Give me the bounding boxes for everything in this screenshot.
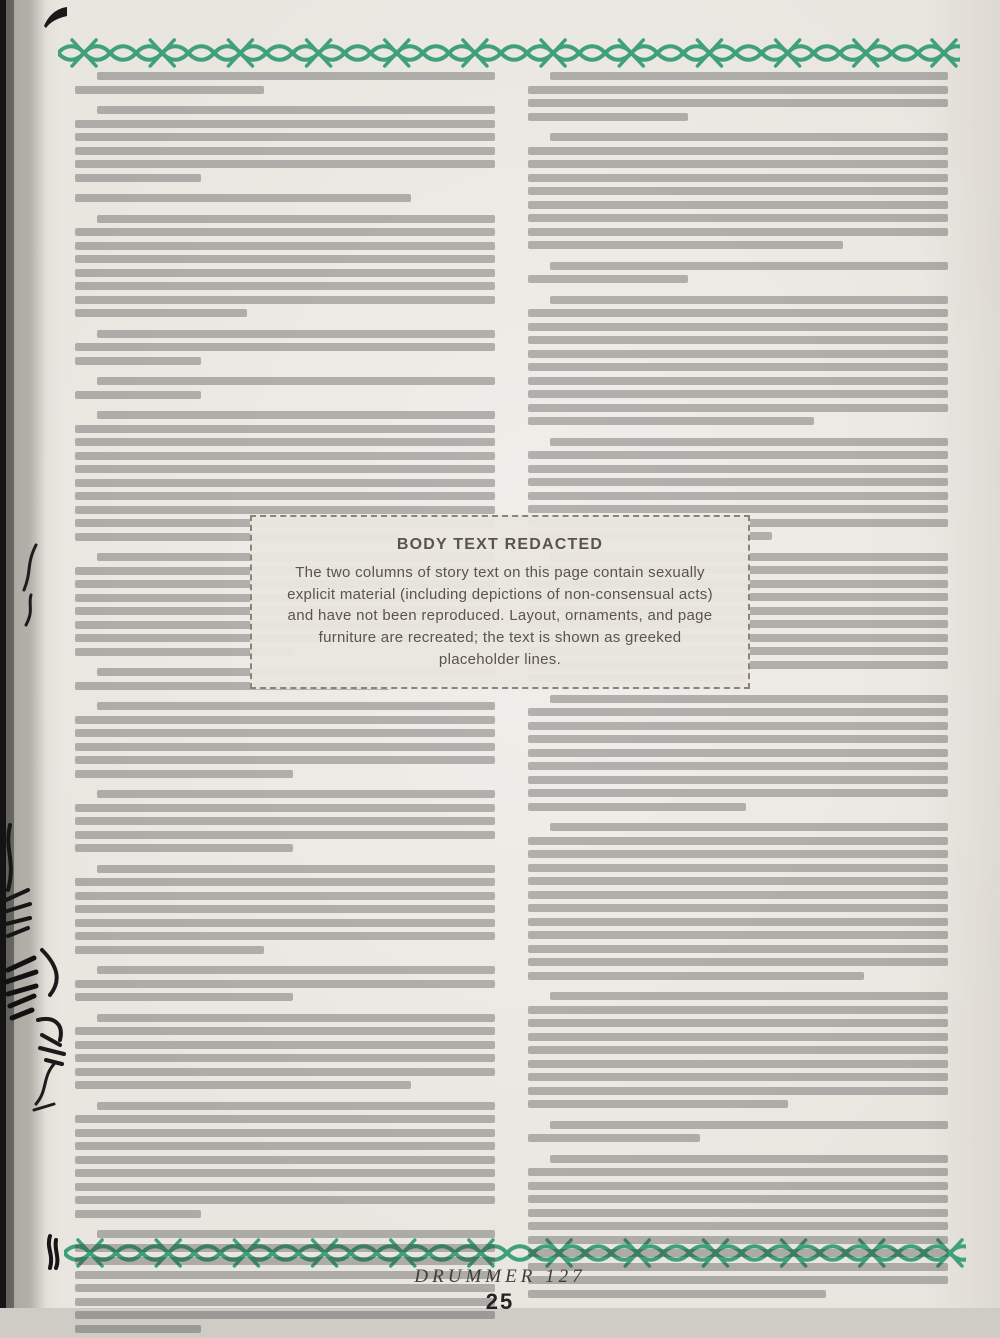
greeked-paragraph: [528, 823, 948, 985]
greeked-text-line: [528, 214, 948, 222]
greeked-text-line: [528, 201, 948, 209]
greeked-text-line: [75, 357, 201, 365]
greeked-text-line: [97, 215, 495, 223]
greeked-text-line: [97, 865, 495, 873]
greeked-paragraph: [75, 194, 495, 208]
greeked-text-line: [528, 1195, 948, 1203]
greeked-text-line: [75, 465, 495, 473]
greeked-text-line: [528, 708, 948, 716]
greeked-text-line: [75, 729, 495, 737]
redaction-notice-title: BODY TEXT REDACTED: [396, 535, 604, 553]
greeked-text-line: [528, 404, 948, 412]
greeked-text-line: [528, 931, 948, 939]
greeked-paragraph: [75, 966, 495, 1007]
greeked-text-line: [75, 1169, 495, 1177]
greeked-text-line: [75, 492, 495, 500]
greeked-text-line: [528, 864, 948, 872]
greeked-text-line: [97, 966, 495, 974]
greeked-text-line: [528, 1236, 948, 1244]
greeked-text-line: [550, 992, 948, 1000]
greeked-text-line: [75, 86, 264, 94]
scan-artifact-sketch: [6, 540, 46, 630]
greeked-paragraph: [75, 215, 495, 323]
greeked-text-line: [550, 296, 948, 304]
greeked-text-line: [528, 1249, 948, 1257]
greeked-text-line: [528, 735, 948, 743]
greeked-paragraph: [528, 296, 948, 431]
greeked-text-line: [528, 228, 948, 236]
greeked-text-line: [97, 790, 495, 798]
greeked-text-line: [528, 803, 746, 811]
greeked-text-line: [75, 242, 495, 250]
greeked-text-line: [75, 194, 411, 202]
greeked-text-line: [528, 160, 948, 168]
greeked-text-line: [528, 187, 948, 195]
greeked-text-line: [528, 945, 948, 953]
greeked-text-line: [528, 1046, 948, 1054]
greeked-text-line: [550, 133, 948, 141]
greeked-text-line: [75, 255, 495, 263]
greeked-paragraph: [528, 72, 948, 126]
greeked-text-line: [75, 1027, 495, 1035]
greeked-text-line: [528, 1222, 948, 1230]
greeked-text-line: [75, 438, 495, 446]
greeked-text-line: [97, 1014, 495, 1022]
greeked-text-line: [75, 479, 495, 487]
greeked-text-line: [528, 147, 948, 155]
greeked-text-line: [75, 1196, 495, 1204]
greeked-text-line: [97, 377, 495, 385]
greeked-text-line: [528, 417, 814, 425]
greeked-text-line: [75, 817, 495, 825]
greeked-text-line: [75, 892, 495, 900]
greeked-paragraph: [75, 790, 495, 858]
greeked-paragraph: [75, 1014, 495, 1095]
greeked-text-line: [75, 1183, 495, 1191]
greeked-text-line: [550, 262, 948, 270]
greeked-text-line: [75, 160, 495, 168]
greeked-text-line: [528, 99, 948, 107]
greeked-text-line: [75, 1068, 495, 1076]
greeked-text-line: [528, 1060, 948, 1068]
greeked-text-line: [528, 1100, 788, 1108]
redaction-notice: [250, 515, 750, 689]
greeked-paragraph: [528, 1121, 948, 1148]
redaction-notice-message: The two columns of story text on this page contain sexually explicit material (including depictions of non-consensual acts) and have not been reproduced. Layout, ornaments, and page furniture are recreated; the text is shown as greeked placeholder lines.: [287, 563, 713, 668]
greeked-paragraph: [75, 72, 495, 99]
greeked-text-line: [550, 1155, 948, 1163]
greeked-text-line: [528, 850, 948, 858]
greeked-text-line: [528, 958, 948, 966]
greeked-text-line: [550, 695, 948, 703]
greeked-text-line: [75, 1129, 495, 1137]
greeked-text-line: [528, 776, 948, 784]
greeked-text-line: [75, 1325, 201, 1333]
greeked-text-line: [528, 837, 948, 845]
greeked-text-line: [528, 336, 948, 344]
greeked-text-line: [528, 492, 948, 500]
greeked-paragraph: [528, 262, 948, 289]
greeked-text-line: [528, 1033, 948, 1041]
barbed-wire-border-top: [58, 36, 960, 70]
greeked-text-line: [528, 451, 948, 459]
greeked-text-line: [528, 1168, 948, 1176]
greeked-text-line: [528, 1182, 948, 1190]
greeked-text-line: [528, 877, 948, 885]
greeked-text-line: [528, 722, 948, 730]
greeked-text-line: [75, 980, 495, 988]
greeked-paragraph: [528, 695, 948, 817]
greeked-text-line: [528, 1073, 948, 1081]
greeked-text-line: [75, 174, 201, 182]
greeked-paragraph: [75, 1102, 495, 1224]
greeked-text-line: [75, 282, 495, 290]
greeked-text-line: [528, 1006, 948, 1014]
greeked-text-line: [75, 716, 495, 724]
greeked-paragraph: [75, 377, 495, 404]
greeked-text-line: [75, 993, 293, 1001]
greeked-text-line: [528, 749, 948, 757]
greeked-text-line: [528, 465, 948, 473]
page-number: 25: [485, 1289, 515, 1314]
greeked-text-line: [75, 743, 495, 751]
greeked-text-line: [97, 72, 495, 80]
greeked-text-line: [550, 823, 948, 831]
greeked-text-line: [97, 1230, 495, 1238]
greeked-text-line: [97, 1102, 495, 1110]
magazine-title: DRUMMER 127: [414, 1266, 586, 1287]
greeked-text-line: [75, 1257, 495, 1265]
greeked-text-line: [75, 452, 495, 460]
scan-artifact-mark: [40, 4, 70, 30]
greeked-text-line: [528, 478, 948, 486]
greeked-text-line: [75, 844, 293, 852]
greeked-text-line: [75, 1081, 411, 1089]
greeked-text-line: [528, 505, 948, 513]
greeked-text-line: [528, 972, 864, 980]
greeked-text-line: [75, 770, 293, 778]
greeked-text-line: [75, 831, 495, 839]
greeked-text-line: [75, 1041, 495, 1049]
greeked-text-line: [75, 1142, 495, 1150]
greeked-text-line: [75, 1115, 495, 1123]
greeked-text-line: [75, 932, 495, 940]
greeked-text-line: [528, 1209, 948, 1217]
greeked-paragraph: [75, 702, 495, 783]
greeked-paragraph: [75, 865, 495, 960]
greeked-text-line: [75, 269, 495, 277]
greeked-text-line: [550, 72, 948, 80]
greeked-text-line: [528, 918, 948, 926]
greeked-text-line: [75, 343, 495, 351]
greeked-text-line: [97, 106, 495, 114]
greeked-text-line: [75, 804, 495, 812]
greeked-paragraph: [75, 330, 495, 371]
greeked-text-line: [528, 86, 948, 94]
greeked-text-line: [528, 904, 948, 912]
greeked-text-line: [75, 919, 495, 927]
greeked-text-line: [528, 1087, 948, 1095]
greeked-text-line: [97, 411, 495, 419]
greeked-text-line: [528, 390, 948, 398]
greeked-text-line: [528, 241, 843, 249]
greeked-text-line: [75, 506, 495, 514]
greeked-text-line: [550, 1121, 948, 1129]
greeked-text-line: [75, 309, 247, 317]
greeked-text-line: [75, 878, 495, 886]
greeked-text-line: [97, 702, 495, 710]
greeked-text-line: [75, 296, 495, 304]
greeked-text-line: [528, 891, 948, 899]
scan-artifact-sketch: [2, 820, 72, 1070]
greeked-text-line: [75, 756, 495, 764]
greeked-text-line: [528, 789, 948, 797]
scan-artifact-sketch: [26, 1060, 62, 1120]
greeked-text-line: [75, 1156, 495, 1164]
greeked-text-line: [75, 1210, 201, 1218]
greeked-text-line: [550, 438, 948, 446]
greeked-paragraph: [528, 992, 948, 1114]
greeked-text-line: [528, 174, 948, 182]
greeked-text-line: [75, 391, 201, 399]
greeked-text-line: [75, 133, 495, 141]
greeked-text-line: [75, 1054, 495, 1062]
greeked-paragraph: [528, 133, 948, 255]
greeked-text-line: [528, 309, 948, 317]
greeked-text-line: [75, 228, 495, 236]
greeked-text-line: [528, 762, 948, 770]
greeked-text-line: [75, 946, 264, 954]
greeked-text-line: [528, 323, 948, 331]
greeked-text-line: [75, 147, 495, 155]
greeked-text-line: [97, 330, 495, 338]
greeked-text-line: [528, 1019, 948, 1027]
greeked-text-line: [528, 113, 688, 121]
greeked-text-line: [528, 363, 948, 371]
greeked-text-line: [75, 1244, 495, 1252]
greeked-text-line: [75, 120, 495, 128]
greeked-text-line: [75, 905, 495, 913]
greeked-text-line: [528, 350, 948, 358]
greeked-paragraph: [75, 106, 495, 187]
greeked-text-line: [75, 425, 495, 433]
greeked-text-line: [528, 1134, 700, 1142]
greeked-text-line: [528, 275, 688, 283]
greeked-text-line: [528, 377, 948, 385]
